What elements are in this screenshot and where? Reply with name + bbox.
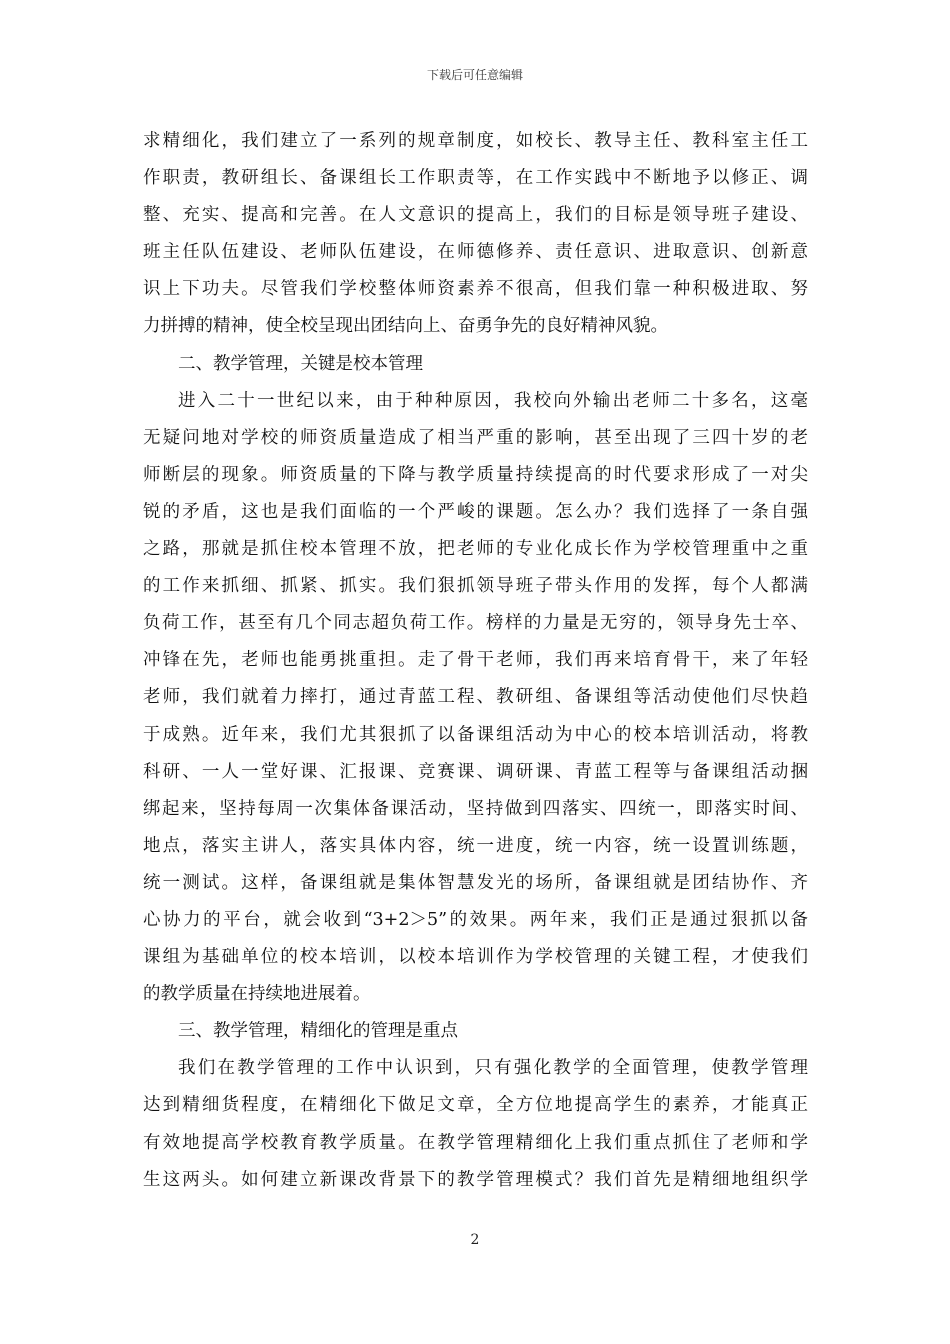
text-line: 我们在教学管理的工作中认识到，只有强化教学的全面管理，使教学管理	[178, 1058, 808, 1079]
text-line: 的工作来抓细、抓紧、抓实。我们狠抓领导班子带头作用的发挥，每个人都满	[143, 576, 808, 597]
text-line: 统一测试。这样，备课组就是集体智慧发光的场所，备课组就是团结协作、齐	[143, 872, 808, 893]
text-line: 达到精细货程度，在精细化下做足文章，全方位地提高学生的素养，才能真正	[143, 1095, 808, 1116]
text-line: 师断层的现象。师资质量的下降与教学质量持续提高的时代要求形成了一对尖	[143, 464, 808, 485]
text-line: 冲锋在先，老师也能勇挑重担。走了骨干老师，我们再来培育骨干，来了年轻	[143, 650, 808, 671]
section-heading: 二、教学管理，关键是校本管理	[178, 353, 423, 374]
text-line: 于成熟。近年来，我们尤其狠抓了以备课组活动为中心的校本培训活动，将教	[143, 724, 808, 745]
text-line: 之路，那就是抓住校本管理不放，把老师的专业化成长作为学校管理重中之重	[143, 539, 808, 560]
text-line: 负荷工作，甚至有几个同志超负荷工作。榜样的力量是无穷的，领导身先士卒、	[143, 613, 808, 634]
text-line: 地点，落实主讲人，落实具体内容，统一进度，统一内容，统一设置训练题，	[143, 835, 808, 856]
text-line: 老师，我们就着力摔打，通过青蓝工程、教研组、备课组等活动使他们尽快趋	[143, 687, 808, 708]
text-line: 科研、一人一堂好课、汇报课、竞赛课、调研课、青蓝工程等与备课组活动捆	[143, 761, 808, 782]
text-line: 无疑问地对学校的师资质量造成了相当严重的影响，甚至出现了三四十岁的老	[143, 427, 808, 448]
text-line: 有效地提高学校教育教学质量。在教学管理精细化上我们重点抓住了老师和学	[143, 1132, 808, 1153]
text-line: 识上下功夫。尽管我们学校整体师资素养不很高，但我们靠一种积极进取、努	[143, 279, 808, 300]
section-heading: 三、教学管理，精细化的管理是重点	[178, 1021, 458, 1042]
text-line: 的教学质量在持续地进展着。	[143, 984, 371, 1005]
text-line: 心协力的平台，就会收到“3+2＞5”的效果。两年来，我们正是通过狠抓以备	[143, 909, 808, 930]
body-text	[143, 123, 808, 1199]
text-line: 力拼搏的精神，使全校呈现出团结向上、奋勇争先的良好精神风貌。	[143, 316, 668, 337]
text-line: 课组为基础单位的校本培训，以校本培训作为学校管理的关键工程，才使我们	[143, 947, 808, 968]
text-line: 整、充实、提高和完善。在人文意识的提高上，我们的目标是领导班子建设、	[143, 205, 808, 226]
text-line: 求精细化，我们建立了一系列的规章制度，如校长、教导主任、教科室主任工	[143, 131, 808, 151]
text-line: 班主任队伍建设、老师队伍建设，在师德修养、责任意识、进取意识、创新意	[143, 242, 808, 263]
text-line: 绑起来，坚持每周一次集体备课活动，坚持做到四落实、四统一，即落实时间、	[143, 798, 808, 819]
text-line: 作职责，教研组长、备课组长工作职责等，在工作实践中不断地予以修正、调	[143, 168, 808, 189]
text-line: 生这两头。如何建立新课改背景下的教学管理模式？我们首先是精细地组织学	[143, 1169, 808, 1190]
text-line: 锐的矛盾，这也是我们面临的一个严峻的课题。怎么办？我们选择了一条自强	[143, 501, 808, 522]
page-number: 2	[470, 1232, 480, 1248]
text-line: 进入二十一世纪以来，由于种种原因，我校向外输出老师二十多名，这毫	[178, 390, 808, 411]
page-header: 下载后可任意编辑	[426, 68, 523, 82]
